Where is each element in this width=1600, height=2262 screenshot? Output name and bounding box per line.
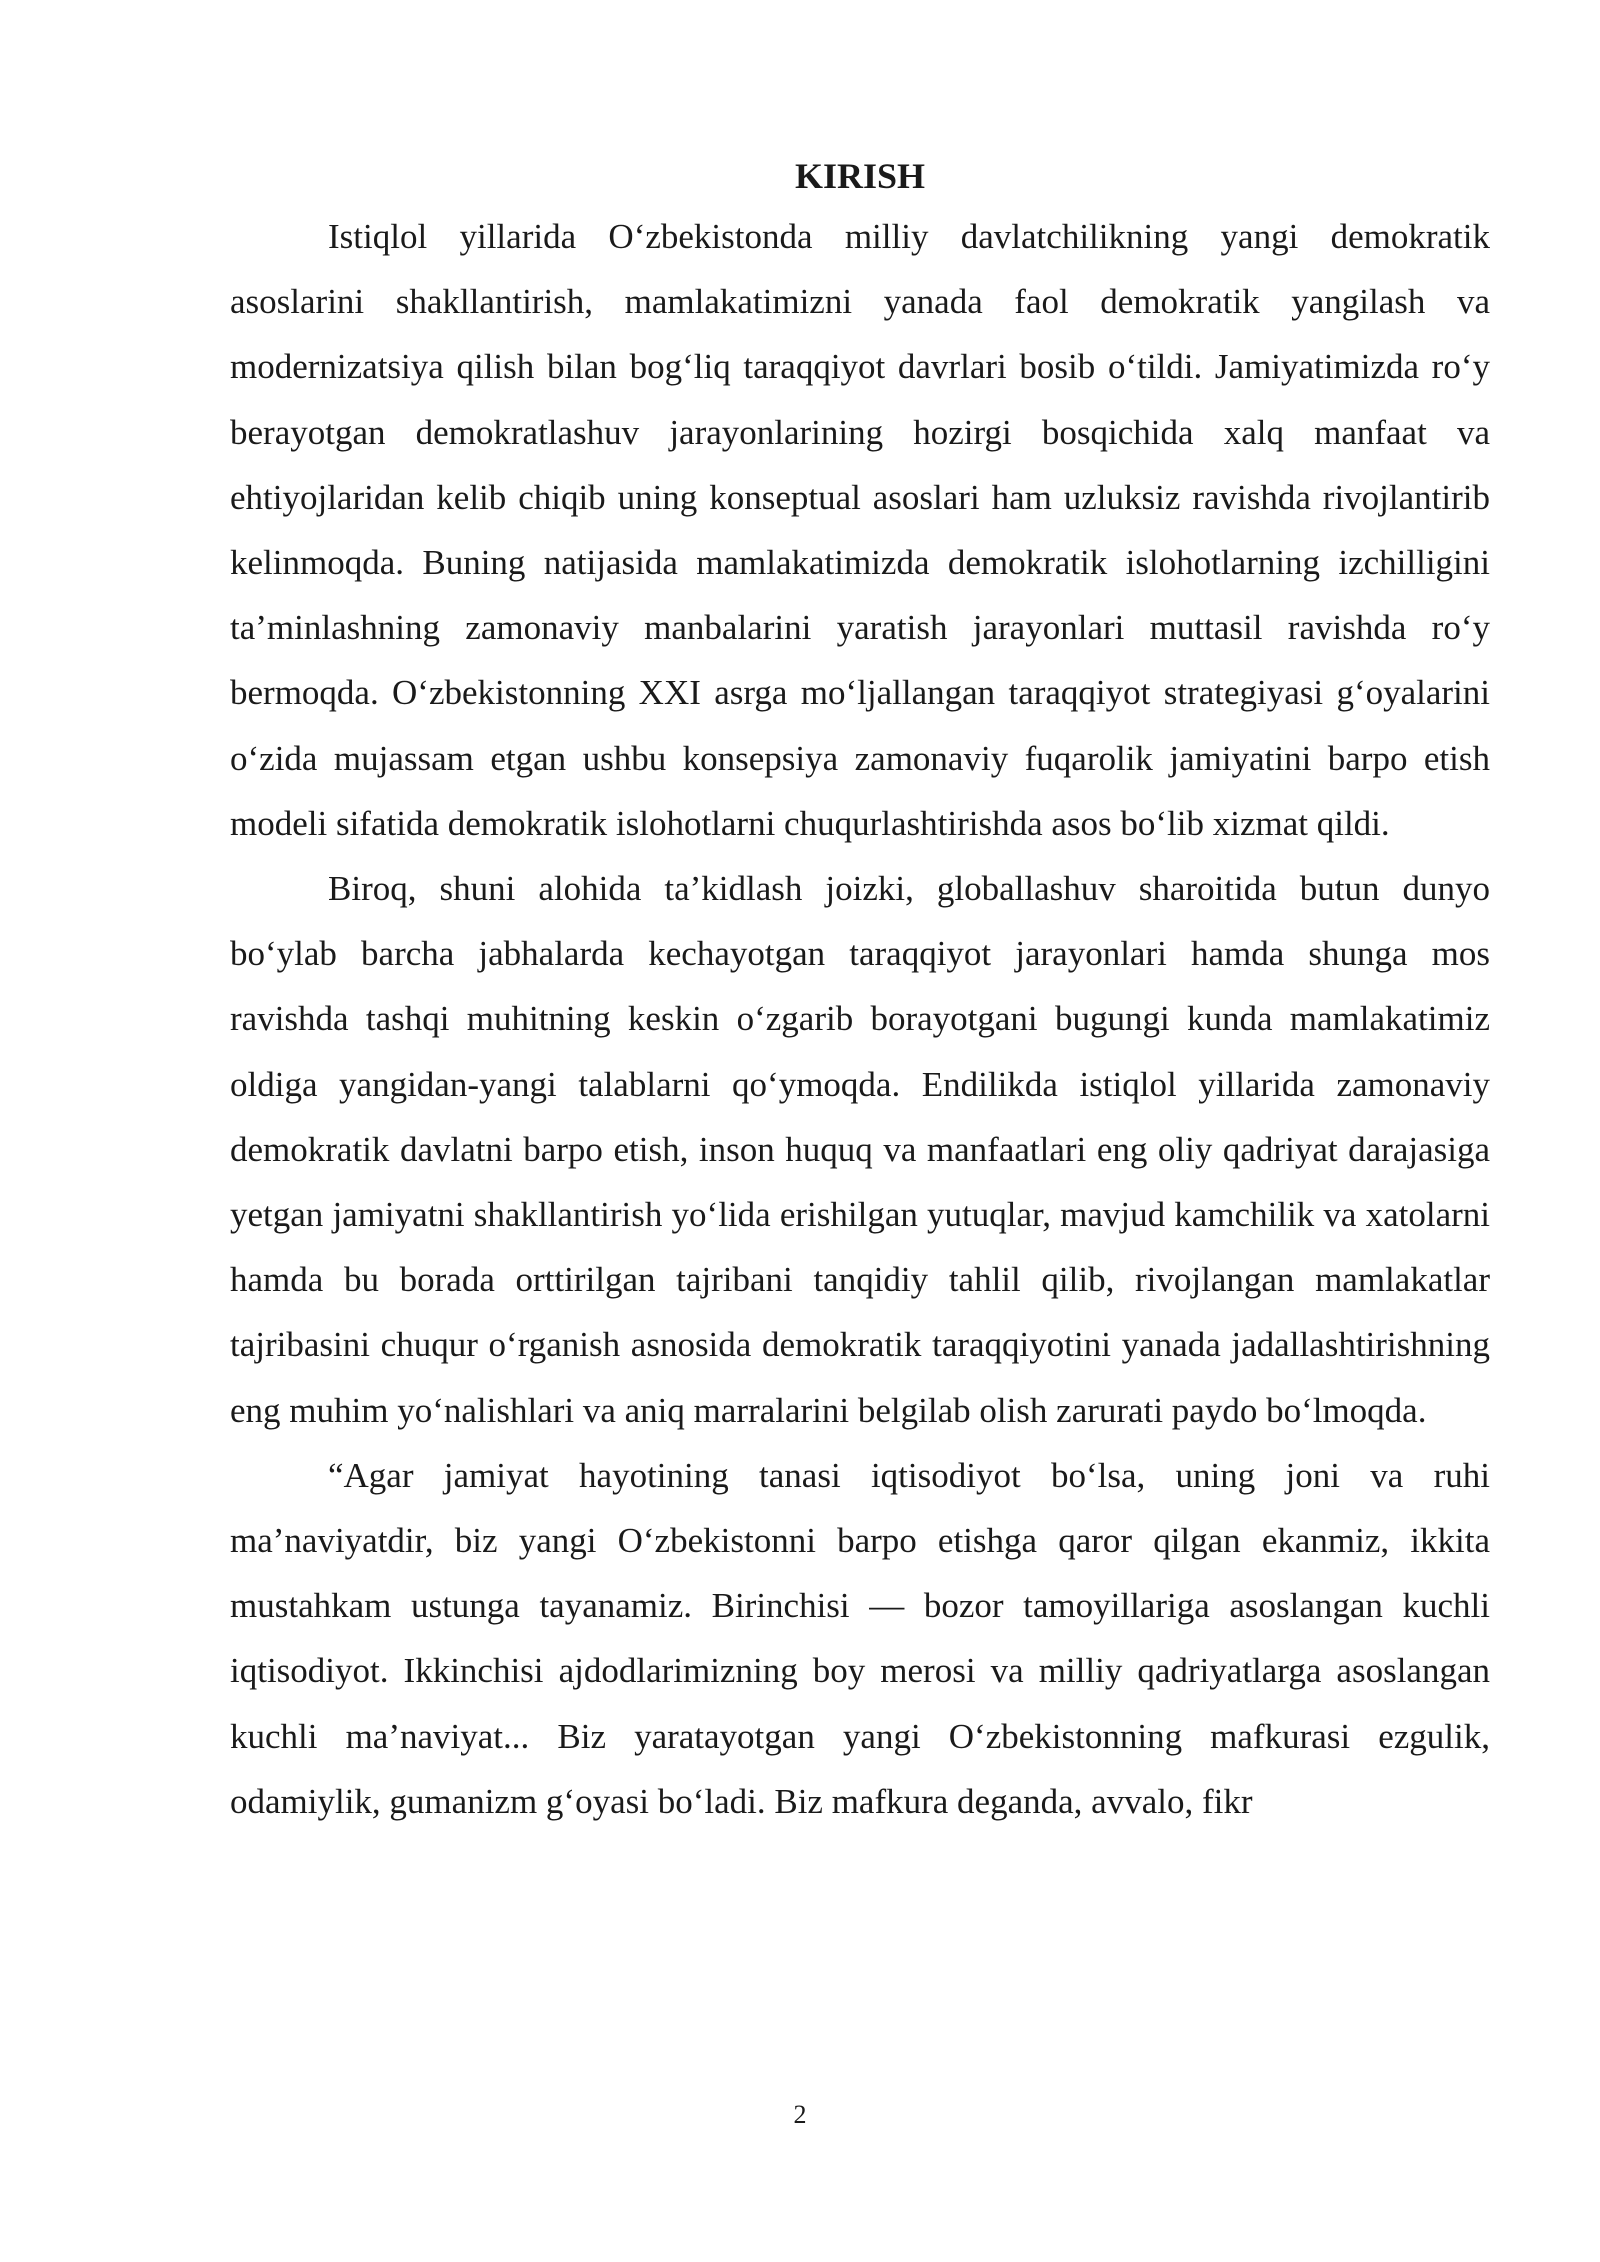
page-number: 2 bbox=[793, 2100, 807, 2129]
paragraph-2: Biroq, shuni alohida ta’kidlash joizki, globallashuv sharoitida butun dunyo bo‘ylab barcha jabhalarda kechayotgan taraqqiyot jarayonlari hamda shunga mos ravishda tashqi muhitning keskin o‘zgarib borayotgani bugungi kunda mamlakatimiz oldiga yangidan-yangi talablarni qo‘ymoqda. Endilikda istiqlol yillarida zamonaviy demokratik davlatni barpo etish, inson huquq va manfaatlari eng oliy qadriyat darajasiga yetgan jamiyatni shakllantirish yo‘lida erishilgan yutuqlar, mavjud kamchilik va xatolarni hamda bu borada orttirilgan tajribani tanqidiy tahlil qilib, rivojlangan mamlakatlar tajribasini chuqur o‘rganish asnosida demokratik taraqqiyotini yanada jadallashtirishning eng muhim yo‘nalishlari va aniq marralarini belgilab olish zarurati paydo bo‘lmoqda. bbox=[230, 869, 1490, 1430]
document-body bbox=[230, 148, 1490, 1834]
paragraph-3: “Agar jamiyat hayotining tanasi iqtisodiyot bo‘lsa, uning joni va ruhi ma’naviyatdir, biz yangi O‘zbekistonni barpo etishga qaror qilgan ekanmiz, ikkita mustahkam ustunga tayanamiz. Birinchisi — bozor tamoyillariga asoslangan kuchli iqtisodiyot. Ikkinchisi ajdodlarimizning boy merosi va milliy qadriyatlarga asoslangan kuchli ma’naviyat... Biz yaratayotgan yangi O‘zbekistonning mafkurasi ezgulik, odamiylik, gumanizm g‘oyasi bo‘ladi. Biz mafkura deganda, avvalo, fikr bbox=[230, 1455, 1490, 1821]
page-title: KIRISH bbox=[794, 156, 926, 196]
paragraph-1: Istiqlol yillarida O‘zbekistonda milliy davlatchilikning yangi demokratik asoslarini shakllantirish, mamlakatimizni yanada faol demokratik yangilash va modernizatsiya qilish bilan bog‘liq taraqqiyot davrlari bosib o‘tildi. Jamiyatimizda ro‘y berayotgan demokratlashuv jarayonlarining hozirgi bosqichida xalq manfaat va ehtiyojlaridan kelib chiqib uning konseptual asoslari ham uzluksiz ravishda rivojlantirib kelinmoqda. Buning natijasida mamlakatimizda demokratik islohotlarning izchilligini ta’minlashning zamonaviy manbalarini yaratish jarayonlari muttasil ravishda ro‘y bermoqda. O‘zbekistonning XXI asrga mo‘ljallangan taraqqiyot strategiyasi g‘oyalarini o‘zida mujassam etgan ushbu konsepsiya zamonaviy fuqarolik jamiyatini barpo etish modeli sifatida demokratik islohotlarni chuqurlashtirishda asos bo‘lib xizmat qildi. bbox=[230, 217, 1490, 843]
